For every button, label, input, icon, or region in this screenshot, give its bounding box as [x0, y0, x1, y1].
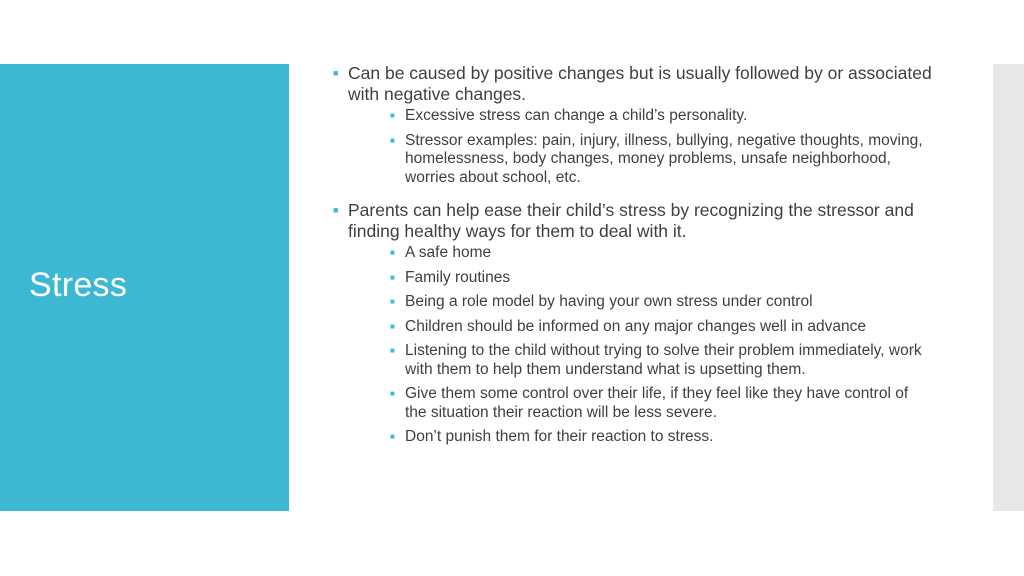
slide-title: Stress — [29, 266, 128, 304]
square-bullet-icon: ■ — [390, 297, 395, 306]
sub-bullet — [390, 132, 933, 188]
sub-bullet-text: Stressor examples: pain, injury, illness, bullying, negative thoughts, moving, homelessness, body changes, money problems, unsafe neighborhood, worries about school, etc. — [405, 131, 923, 186]
sub-bullet-text: Being a role model by having your own stress under control — [405, 293, 813, 310]
square-bullet-icon: ■ — [390, 321, 395, 331]
bullet-text: Parents can help ease their child’s stress by recognizing the stressor and finding healthy ways for them to deal with it. — [348, 200, 914, 241]
sub-bullet-list — [348, 244, 933, 447]
sub-bullet-text: Don’t punish them for their reaction to stress. — [405, 428, 714, 445]
sub-bullet — [390, 318, 933, 337]
sub-bullet-text: Children should be informed on any major changes well in advance — [405, 317, 866, 335]
square-bullet-icon: ■ — [390, 346, 395, 355]
square-bullet-icon: ■ — [333, 205, 339, 215]
sub-bullet — [390, 342, 933, 379]
bullet-text: Can be caused by positive changes but is usually followed by or associated with negative changes. — [348, 63, 932, 104]
sub-bullet — [390, 244, 933, 263]
sub-bullet — [390, 107, 933, 126]
sub-bullet-text: Family routines — [405, 268, 511, 286]
square-bullet-icon: ■ — [390, 432, 395, 441]
square-bullet-icon: ■ — [333, 68, 339, 78]
square-bullet-icon: ■ — [390, 389, 395, 398]
sub-bullet — [390, 269, 933, 288]
sub-bullet-text: Listening to the child without trying to solve their problem immediately, work with them to help them understand what is upsetting them. — [405, 342, 922, 378]
right-edge-bar — [993, 64, 1024, 511]
bullet-2 — [333, 200, 933, 447]
sub-bullet — [390, 428, 933, 447]
square-bullet-icon: ■ — [390, 111, 395, 120]
square-bullet-icon: ■ — [390, 272, 395, 282]
square-bullet-icon: ■ — [390, 135, 395, 145]
sub-bullet-text: Excessive stress can change a child’s personality. — [405, 107, 748, 124]
sub-bullet-text: Give them some control over their life, if they feel like they have control of the situation their reaction will be less severe. — [405, 385, 909, 421]
sub-bullet-text: A safe home — [405, 244, 492, 261]
bullet-content — [333, 63, 933, 453]
bullet-1 — [333, 63, 933, 187]
sub-bullet — [390, 293, 933, 312]
sub-bullet-list — [348, 107, 933, 187]
sub-bullet — [390, 385, 933, 422]
square-bullet-icon: ■ — [390, 248, 395, 257]
